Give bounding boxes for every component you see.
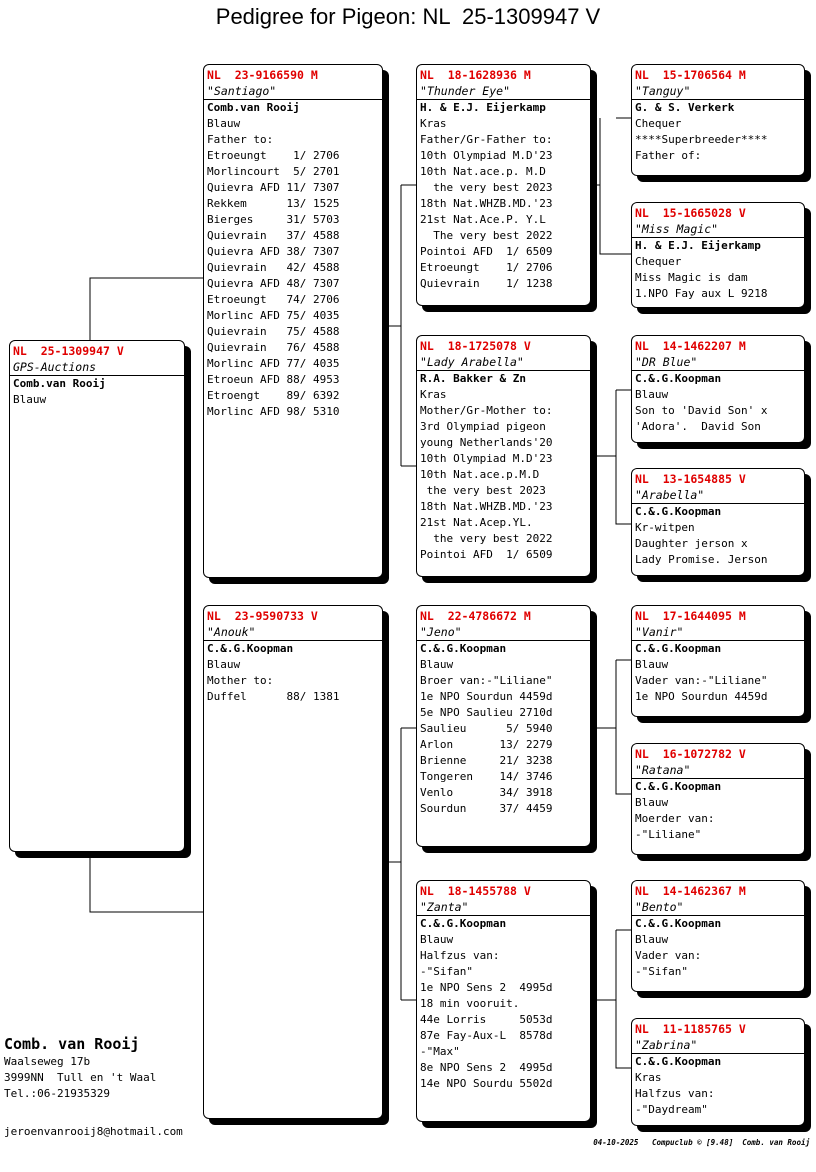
info-line: Arlon 13/ 2279 — [420, 738, 553, 751]
info-line: Morlinc AFD 75/ 4035 — [207, 309, 340, 322]
info-line: Bierges 31/ 5703 — [207, 213, 340, 226]
card-sire — [203, 64, 383, 578]
breeder-name: Comb. van Rooij — [4, 1035, 140, 1053]
pigeon-name: "Anouk" — [204, 624, 382, 641]
breeder-phone: Tel.:06-21935329 — [4, 1087, 110, 1100]
info-line: Tongeren 14/ 3746 — [420, 770, 553, 783]
info-line: -"Sifan" — [635, 965, 688, 978]
card-sire-dam — [416, 335, 591, 577]
info-line: Chequer — [635, 255, 682, 268]
info-line: Quievra AFD 11/ 7307 — [207, 181, 340, 194]
info-line: Son to 'David Son' x — [635, 404, 768, 417]
owner-name: C.&.G.Koopman — [635, 780, 722, 793]
owner-name: Comb.van Rooij — [13, 377, 106, 390]
ring-number: NL 22-4786672 M — [420, 609, 531, 623]
info-line: Halfzus van: — [420, 949, 500, 962]
ring-number: NL 14-1462207 M — [635, 339, 746, 353]
info-line: Blauw — [635, 388, 669, 401]
owner-name: G. & S. Verkerk — [635, 101, 735, 114]
info-line: 10th Nat.ace.p.M.D — [420, 468, 540, 481]
info-line: Etroeun AFD 88/ 4953 — [207, 373, 340, 386]
info-line: 21st Nat.Ace.P. Y.L — [420, 213, 546, 226]
breeder-email: jeroenvanrooij8@hotmail.com — [4, 1125, 183, 1138]
info-line: 1e NPO Sourdun 4459d — [420, 690, 553, 703]
info-line: Rekkem 13/ 1525 — [207, 197, 340, 210]
ring-number: NL 14-1462367 M — [635, 884, 746, 898]
info-line: Father/Gr-Father to: — [420, 133, 553, 146]
ring-number: NL 23-9166590 M — [207, 68, 318, 82]
info-line: -"Daydream" — [635, 1103, 708, 1116]
owner-name: Comb.van Rooij — [207, 101, 300, 114]
info-line: 1e NPO Sourdun 4459d — [635, 690, 768, 703]
card-sd-dam — [631, 468, 805, 576]
card-sire-sire — [416, 64, 591, 306]
pigeon-name: "DR Blue" — [632, 354, 804, 371]
info-line: Blauw — [635, 658, 669, 671]
info-line: 10th Nat.ace.p. M.D — [420, 165, 546, 178]
ring-number: NL 23-9590733 V — [207, 609, 318, 623]
info-line: Halfzus van: — [635, 1087, 715, 1100]
info-line: Duffel 88/ 1381 — [207, 690, 340, 703]
info-line: Mother/Gr-Mother to: — [420, 404, 553, 417]
card-dd-dam — [631, 1018, 805, 1126]
card-sd-sire — [631, 335, 805, 443]
breeder-address-line: 3999NN Tull en 't Waal — [4, 1071, 157, 1084]
connector-ds-ggp — [590, 660, 632, 794]
pigeon-name: "Ratana" — [632, 762, 804, 779]
info-line: Quievrain 75/ 4588 — [207, 325, 340, 338]
ring-number: NL 18-1725078 V — [420, 339, 531, 353]
owner-name: C.&.G.Koopman — [420, 642, 507, 655]
info-line: Morlincourt 5/ 2701 — [207, 165, 340, 178]
info-line: Morlinc AFD 98/ 5310 — [207, 405, 340, 418]
info-line: 44e Lorris 5053d — [420, 1013, 553, 1026]
card-dam — [203, 605, 383, 1119]
info-line: Kr-witpen — [635, 521, 695, 534]
owner-name: C.&.G.Koopman — [635, 917, 722, 930]
info-line: -"Max" — [420, 1045, 460, 1058]
info-line: 18th Nat.WHZB.MD.'23 — [420, 197, 553, 210]
info-line: Sourdun 37/ 4459 — [420, 802, 553, 815]
info-line: 5e NPO Saulieu 2710d — [420, 706, 553, 719]
ring-number: NL 15-1706564 M — [635, 68, 746, 82]
info-line: 21st Nat.Acep.YL. — [420, 516, 533, 529]
info-line: Miss Magic is dam — [635, 271, 748, 284]
info-line: 'Adora'. David Son — [635, 420, 761, 433]
info-line: Quievrain 1/ 1238 — [420, 277, 553, 290]
pigeon-name: "Vanir" — [632, 624, 804, 641]
connector-ss-ggp — [590, 118, 632, 254]
info-line: Etroengt 89/ 6392 — [207, 389, 340, 402]
ring-number: NL 13-1654885 V — [635, 472, 746, 486]
info-line: Mother to: — [207, 674, 274, 687]
info-line: Quievra AFD 48/ 7307 — [207, 277, 340, 290]
info-line: Father to: — [207, 133, 274, 146]
ring-number: NL 15-1665028 V — [635, 206, 746, 220]
info-line: the very best 2023 — [420, 181, 553, 194]
ring-number: NL 25-1309947 V — [13, 344, 124, 358]
info-line: Brienne 21/ 3238 — [420, 754, 553, 767]
card-ss-dam — [631, 202, 805, 308]
info-line: Etroeungt 74/ 2706 — [207, 293, 340, 306]
owner-name: C.&.G.Koopman — [207, 642, 294, 655]
info-line: 8e NPO Sens 2 4995d — [420, 1061, 553, 1074]
info-line: 18th Nat.WHZB.MD.'23 — [420, 500, 553, 513]
info-line: ****Superbreeder**** — [635, 133, 768, 146]
pigeon-name: GPS-Auctions — [10, 359, 184, 376]
info-line: 1e NPO Sens 2 4995d — [420, 981, 553, 994]
pigeon-name: "Zabrina" — [632, 1037, 804, 1054]
info-line: -"Sifan" — [420, 965, 473, 978]
pigeon-name: "Jeno" — [417, 624, 590, 641]
info-line: Quievrain 76/ 4588 — [207, 341, 340, 354]
info-line: Moerder van: — [635, 812, 715, 825]
pigeon-name: "Tanguy" — [632, 83, 804, 100]
owner-name: H. & E.J. Eijerkamp — [420, 101, 546, 114]
info-line: 1.NPO Fay aux L 9218 — [635, 287, 768, 300]
card-dam-dam — [416, 880, 591, 1122]
info-line: Blauw — [13, 393, 47, 406]
info-line: The very best 2022 — [420, 229, 553, 242]
connector-sd-ggp — [590, 390, 632, 524]
info-line: Daughter jerson x — [635, 537, 748, 550]
info-line: 3rd Olympiad pigeon — [420, 420, 546, 433]
info-line: Chequer — [635, 117, 682, 130]
owner-name: C.&.G.Koopman — [635, 505, 722, 518]
info-line: Blauw — [420, 658, 454, 671]
info-line: Blauw — [207, 658, 241, 671]
owner-name: C.&.G.Koopman — [635, 642, 722, 655]
pigeon-name: "Bento" — [632, 899, 804, 916]
info-line: Etroeungt 1/ 2706 — [207, 149, 340, 162]
info-line: Quievra AFD 38/ 7307 — [207, 245, 340, 258]
info-line: Morlinc AFD 77/ 4035 — [207, 357, 340, 370]
connector-dd-ggp — [590, 930, 632, 1068]
info-line: Etroeungt 1/ 2706 — [420, 261, 553, 274]
owner-name: R.A. Bakker & Zn — [420, 372, 526, 385]
info-line: 10th Olympiad M.D'23 — [420, 452, 553, 465]
owner-name: C.&.G.Koopman — [420, 917, 507, 930]
ring-number: NL 18-1455788 V — [420, 884, 531, 898]
ring-number: NL 17-1644095 M — [635, 609, 746, 623]
pigeon-name: "Santiago" — [204, 83, 382, 100]
card-dam-sire — [416, 605, 591, 847]
info-line: Blauw — [635, 933, 669, 946]
info-line: Quievrain 42/ 4588 — [207, 261, 340, 274]
breeder-address-line: Waalseweg 17b — [4, 1055, 91, 1068]
pigeon-name: "Thunder Eye" — [417, 83, 590, 100]
info-line: Pointoi AFD 1/ 6509 — [420, 245, 553, 258]
pigeon-name: "Arabella" — [632, 487, 804, 504]
info-line: 87e Fay-Aux-L 8578d — [420, 1029, 553, 1042]
card-ds-dam — [631, 743, 805, 855]
card-dd-sire — [631, 880, 805, 992]
info-line: Kras — [420, 117, 447, 130]
page-title: Pedigree for Pigeon: NL 25-1309947 V — [215, 4, 601, 29]
info-line: Quievrain 37/ 4588 — [207, 229, 340, 242]
connector-dam-grandparents — [382, 728, 417, 1000]
pigeon-name: "Zanta" — [417, 899, 590, 916]
info-line: Vader van: — [635, 949, 702, 962]
connector-sire-grandparents — [382, 185, 417, 466]
info-line: the very best 2023 — [420, 484, 546, 497]
info-line: the very best 2022 — [420, 532, 553, 545]
info-line: -"Liliane" — [635, 828, 702, 841]
info-line: young Netherlands'20 — [420, 436, 553, 449]
card-ds-sire — [631, 605, 805, 717]
ring-number: NL 11-1185765 V — [635, 1022, 746, 1036]
info-line: 18 min vooruit. — [420, 997, 520, 1010]
info-line: Kras — [635, 1071, 662, 1084]
info-line: Venlo 34/ 3918 — [420, 786, 553, 799]
info-line: Pointoi AFD 1/ 6509 — [420, 548, 553, 561]
owner-name: C.&.G.Koopman — [635, 1055, 722, 1068]
owner-name: H. & E.J. Eijerkamp — [635, 239, 761, 252]
footer-credits: 04-10-2025 Compuclub © [9.48] Comb. van Rooij — [593, 1138, 810, 1147]
card-subject — [9, 340, 185, 852]
info-line: 10th Olympiad M.D'23 — [420, 149, 553, 162]
info-line: Blauw — [635, 796, 669, 809]
info-line: Vader van:-"Liliane" — [635, 674, 768, 687]
info-line: 14e NPO Sourdu 5502d — [420, 1077, 553, 1090]
info-line: Saulieu 5/ 5940 — [420, 722, 553, 735]
breeder-info — [4, 1034, 156, 1102]
info-line: Lady Promise. Jerson — [635, 553, 768, 566]
info-line: Blauw — [207, 117, 241, 130]
ring-number: NL 16-1072782 V — [635, 747, 746, 761]
pigeon-name: "Miss Magic" — [632, 221, 804, 238]
ring-number: NL 18-1628936 M — [420, 68, 531, 82]
info-line: Father of: — [635, 149, 702, 162]
info-line: Blauw — [420, 933, 454, 946]
info-line: Kras — [420, 388, 447, 401]
info-line: Broer van:-"Liliane" — [420, 674, 553, 687]
pigeon-name: "Lady Arabella" — [417, 354, 590, 371]
owner-name: C.&.G.Koopman — [635, 372, 722, 385]
card-ss-sire — [631, 64, 805, 176]
